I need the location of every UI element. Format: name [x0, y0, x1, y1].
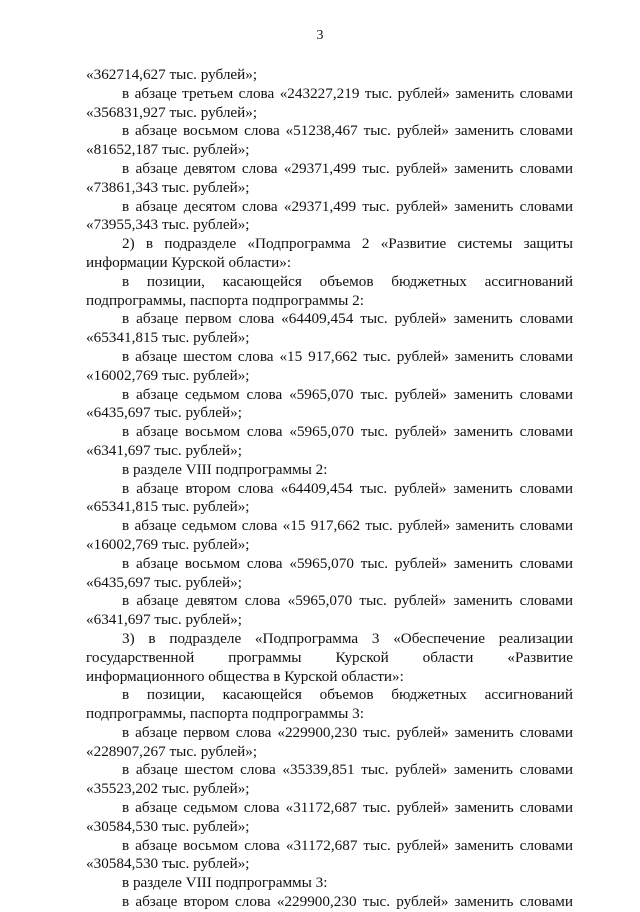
text-line: «6435,697 тыс. рублей»;	[86, 404, 242, 422]
text-line: в абзаце восьмом слова «5965,070 тыс. рублей» заменить словами	[122, 423, 573, 441]
text-line: «6341,697 тыс. рублей»;	[86, 611, 242, 629]
text-line: в абзаце девятом слова «5965,070 тыс. рублей» заменить словами	[122, 592, 573, 610]
text-line: «65341,815 тыс. рублей»;	[86, 329, 250, 347]
text-line: «356831,927 тыс. рублей»;	[86, 103, 258, 121]
text-line: «16002,769 тыс. рублей»;	[86, 366, 250, 384]
text-line: в абзаце седьмом слова «15 917,662 тыс. рублей» заменить словами	[122, 517, 573, 535]
text-line: в абзаце седьмом слова «5965,070 тыс. рублей» заменить словами	[122, 385, 573, 403]
text-line: «228907,267 тыс. рублей»;	[86, 742, 258, 760]
text-line: «6341,697 тыс. рублей»;	[86, 441, 242, 459]
text-line: в позиции, касающейся объемов бюджетных ассигнований	[122, 686, 573, 704]
text-line: в абзаце восьмом слова «51238,467 тыс. рублей» заменить словами	[122, 122, 573, 140]
text-line: «16002,769 тыс. рублей»;	[86, 535, 250, 553]
text-line: в абзаце первом слова «64409,454 тыс. рублей» заменить словами	[122, 310, 573, 328]
text-line: «73861,343 тыс. рублей»;	[86, 178, 250, 196]
text-line: в абзаце восьмом слова «31172,687 тыс. рублей» заменить словами	[122, 836, 573, 854]
text-line: в абзаце шестом слова «35339,851 тыс. рублей» заменить словами	[122, 761, 573, 779]
text-line: государственной программы Курской области «Развитие	[86, 648, 573, 666]
text-line: в абзаце первом слова «229900,230 тыс. рублей» заменить словами	[122, 723, 573, 741]
text-line: «30584,530 тыс. рублей»;	[86, 817, 250, 835]
text-line: в абзаце третьем слова «243227,219 тыс. рублей» заменить словами	[122, 84, 573, 102]
text-line: «362714,627 тыс. рублей»;	[86, 66, 258, 83]
text-line: в абзаце седьмом слова «31172,687 тыс. рублей» заменить словами	[122, 799, 573, 817]
text-line: в абзаце девятом слова «29371,499 тыс. рублей» заменить словами	[122, 159, 573, 177]
text-line: «65341,815 тыс. рублей»;	[86, 498, 250, 516]
text-line: информации Курской области»:	[86, 253, 292, 271]
text-line: в абзаце десятом слова «29371,499 тыс. рублей» заменить словами	[122, 197, 573, 215]
page-number: 3	[316, 28, 324, 43]
text-line: в позиции, касающейся объемов бюджетных ассигнований	[122, 272, 573, 290]
text-line: информационного общества в Курской области»:	[86, 667, 404, 685]
text-line: 2) в подразделе «Подпрограмма 2 «Развитие системы защиты	[122, 235, 573, 253]
text-line: «73955,343 тыс. рублей»;	[86, 216, 250, 234]
text-line: подпрограммы, паспорта подпрограммы 3:	[86, 705, 364, 723]
text-line: подпрограммы, паспорта подпрограммы 2:	[86, 291, 364, 309]
text-line: «35523,202 тыс. рублей»;	[86, 780, 250, 798]
text-line: в абзаце шестом слова «15 917,662 тыс. рублей» заменить словами	[122, 347, 573, 365]
text-line: в разделе VIII подпрограммы 2:	[122, 460, 328, 478]
text-line: «81652,187 тыс. рублей»;	[86, 141, 250, 159]
text-line: в абзаце втором слова «64409,454 тыс. рублей» заменить словами	[122, 479, 573, 497]
text-line: в абзаце восьмом слова «5965,070 тыс. рублей» заменить словами	[122, 554, 573, 572]
text-line: в разделе VIII подпрограммы 3:	[122, 874, 328, 892]
text-line: «6435,697 тыс. рублей»;	[86, 573, 242, 591]
text-line: «30584,530 тыс. рублей»;	[86, 855, 250, 873]
document-body	[86, 66, 573, 912]
text-line: в абзаце втором слова «229900,230 тыс. рублей» заменить словами	[122, 893, 573, 911]
text-line: 3) в подразделе «Подпрограмма 3 «Обеспечение реализации	[122, 629, 573, 647]
